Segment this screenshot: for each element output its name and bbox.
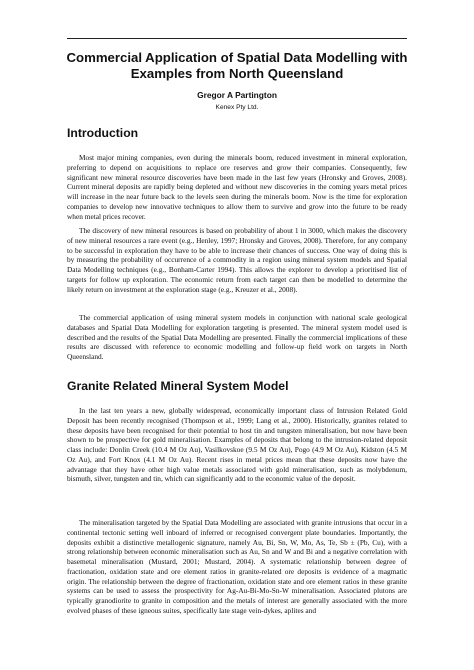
intro-paragraph-3: The commercial application of using mineral system models in conjunction with national scale geological databases and Spatial Data Modelling for exploration targeting is presented. The mineral system model used is described and the results of the Spatial Data Modelling are presented. Finally the commercial implications of these results are discussed with reference to economic modelling and follow-up field work on targets in North Queensland.: [67, 313, 407, 361]
author-name: Gregor A Partington: [197, 90, 277, 100]
intro-paragraph-1: Most major mining companies, even during the minerals boom, reduced investment in mineral exploration, preferring to depend on acquisitions to replace ore reserves and grow their companies. Consequently, few significant new mineral resource discoveries have been made in the last few years (Hronsky and Groves, 2008). Current mineral deposits are rapidly being depleted and without new discoveries in the coming years metal prices will increase in the near future back to the levels seen during the minerals boom. Now is the time for exploration companies to develop new innovative techniques to allow them to survive and grow into the future to be ready when metal prices recover.: [67, 153, 407, 221]
header-rule: [67, 38, 407, 39]
granite-paragraph-1: In the last ten years a new, globally widespread, economically important class of Intrusion Related Gold Deposit has been recently recognised (Thompson et al., 1999; Lang et al., 2000). Historically, granites related to these deposits have been recognised for their potential to host tin and tungsten mineralisation, but now have been shown to be prospective for gold mineralisation. Examples of deposits that belong to the intrusion-related deposit class include: Donlin Creek (10.4 M Oz Au), Vasilkovskoe (9.5 M Oz Au), Pogo (4.9 M Oz Au), Kidston (4.5 M Oz Au), and Fort Knox (4.1 M Oz Au). Recent rises in metal prices mean that these deposits now have the advantage that they have other high value metals associated with gold mineralisation, such as molybdenum, bismuth, silver, tungsten and tin, which can significantly add to the economic value of the deposit.: [67, 406, 407, 484]
granite-paragraph-2: The mineralisation targeted by the Spatial Data Modelling are associated with granite intrusions that occur in a continental tectonic setting well inboard of inferred or recognised convergent plate boundaries. Importantly, the deposits exhibit a distinctive metallogenic signature, namely Au, Bi, Sn, W, Mo, As, Te, Sb ± (Pb, Cu), with a strong relationship between economic mineralisation such as Au, Sn and W and Bi and a negative correlation with basemetal mineralisation (Mustard, 2001; Mustard, 2004). A systematic relationship between degree of fractionation, oxidation state and ore element ratios in granite-related ore deposits is evidence of a magmatic origin. The relationship between the degree of fractionation, oxidation state and ore element ratios in these granite systems can be used to assess the prospectivity for Ag-Au-Bi-Mo-Sn-W mineralisation. Associated plutons are typically granodiorite to granite in composition and the metals of interest are generally associated with the more evolved phases of these igneous suites, specifically late stage vein-dykes, aplites and: [67, 518, 407, 615]
author-affiliation: Kenex Pty Ltd.: [215, 104, 259, 111]
section-heading-introduction: Introduction: [67, 126, 139, 140]
section-heading-granite-model: Granite Related Mineral System Model: [67, 379, 289, 393]
intro-paragraph-2: The discovery of new mineral resources is based on probability of about 1 in 3000, which makes the discovery of new mineral resources a rare event (e.g., Henley, 1997; Hronsky and Groves, 2008). Therefore, for any company to be successful in exploration they have to be able to increase their chances of success. One way of doing this is by measuring the probability of occurrence of a commodity in a region using mineral system models and Spatial Data Modelling techniques (e.g., Bonham-Carter 1994). This allows the explorer to develop a prioritised list of targets for follow up exploration. The economic return from each target can then be modelled to determine the likely return on investment at the exploration stage (e.g., Kreuzer et al., 2008).: [67, 226, 407, 294]
paper-title: Commercial Application of Spatial Data Modelling with Examples from North Queensland: [66, 50, 408, 81]
